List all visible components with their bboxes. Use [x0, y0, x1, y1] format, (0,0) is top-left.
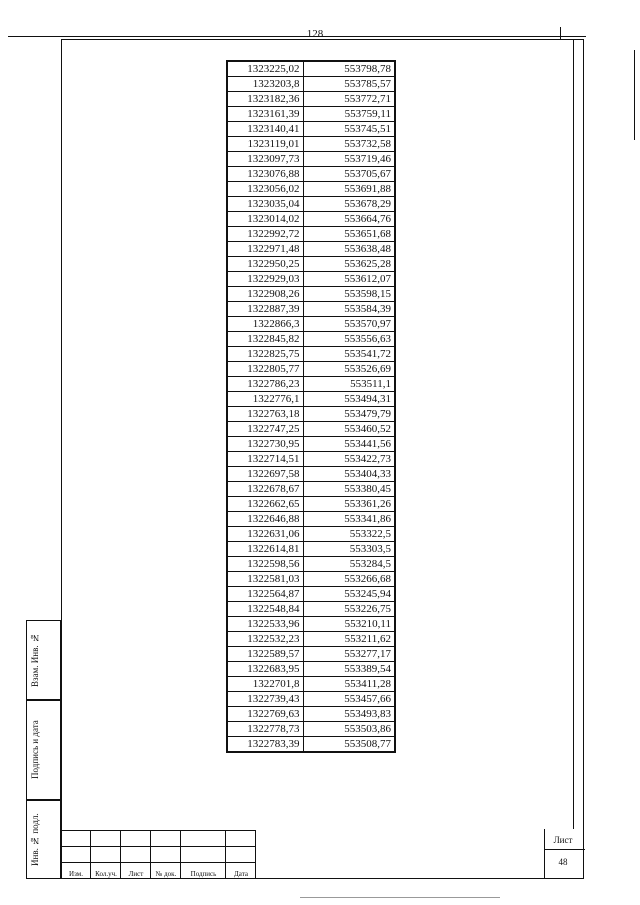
table-row [227, 692, 395, 707]
side-label-inv-orig: Инв. № подл. [30, 813, 40, 866]
y-coordinate-cell: 553479,79 [303, 407, 395, 422]
y-coordinate-cell: 553494,31 [303, 392, 395, 407]
top-right-tick [560, 27, 561, 39]
y-coordinate-cell: 553570,97 [303, 317, 395, 332]
x-coordinate-cell: 1323035,04 [227, 197, 303, 212]
y-coordinate-cell: 553785,57 [303, 77, 395, 92]
table-row [227, 722, 395, 737]
x-coordinate-cell: 1323182,36 [227, 92, 303, 107]
table-row [227, 152, 395, 167]
y-coordinate-cell: 553638,48 [303, 242, 395, 257]
table-row [227, 61, 395, 77]
table-row [227, 512, 395, 527]
y-coordinate-cell: 553556,63 [303, 332, 395, 347]
table-row [227, 212, 395, 227]
x-coordinate-cell: 1323203,8 [227, 77, 303, 92]
x-coordinate-cell: 1322845,82 [227, 332, 303, 347]
y-coordinate-cell: 553745,51 [303, 122, 395, 137]
table-row [227, 242, 395, 257]
x-coordinate-cell: 1322866,3 [227, 317, 303, 332]
table-row [227, 182, 395, 197]
x-coordinate-cell: 1322778,73 [227, 722, 303, 737]
table-row [227, 347, 395, 362]
x-coordinate-cell: 1322786,23 [227, 377, 303, 392]
x-coordinate-cell: 1322646,88 [227, 512, 303, 527]
page-number: 128 [306, 28, 324, 40]
x-coordinate-cell: 1322631,06 [227, 527, 303, 542]
y-coordinate-cell: 553493,83 [303, 707, 395, 722]
table-row [227, 227, 395, 242]
y-coordinate-cell: 553798,78 [303, 61, 395, 77]
y-coordinate-cell: 553460,52 [303, 422, 395, 437]
x-coordinate-cell: 1322598,56 [227, 557, 303, 572]
table-row [227, 557, 395, 572]
table-row [227, 632, 395, 647]
sheet-number: 48 [558, 857, 568, 867]
y-coordinate-cell: 553341,86 [303, 512, 395, 527]
x-coordinate-cell: 1322908,26 [227, 287, 303, 302]
table-row [227, 287, 395, 302]
y-coordinate-cell: 553541,72 [303, 347, 395, 362]
x-coordinate-cell: 1322683,95 [227, 662, 303, 677]
x-coordinate-cell: 1322783,39 [227, 737, 303, 753]
x-coordinate-cell: 1323076,88 [227, 167, 303, 182]
y-coordinate-cell: 553732,58 [303, 137, 395, 152]
x-coordinate-cell: 1322701,8 [227, 677, 303, 692]
y-coordinate-cell: 553598,15 [303, 287, 395, 302]
table-row [227, 77, 395, 92]
y-coordinate-cell: 553210,11 [303, 617, 395, 632]
x-coordinate-cell: 1322992,72 [227, 227, 303, 242]
table-row [227, 542, 395, 557]
table-row [227, 677, 395, 692]
bottom-edge-mark [300, 897, 500, 898]
y-coordinate-cell: 553404,33 [303, 467, 395, 482]
stamp-col-doc: № док. [155, 870, 177, 878]
side-label-sign-date: Подпись и дата [30, 720, 40, 780]
x-coordinate-cell: 1322825,75 [227, 347, 303, 362]
x-coordinate-cell: 1323161,39 [227, 107, 303, 122]
x-coordinate-cell: 1322776,1 [227, 392, 303, 407]
sheet-label: Лист [553, 835, 573, 845]
y-coordinate-cell: 553664,76 [303, 212, 395, 227]
table-row [227, 167, 395, 182]
title-block [61, 830, 573, 879]
x-coordinate-cell: 1322662,65 [227, 497, 303, 512]
y-coordinate-cell: 553277,17 [303, 647, 395, 662]
table-row [227, 437, 395, 452]
y-coordinate-cell: 553422,73 [303, 452, 395, 467]
x-coordinate-cell: 1322747,25 [227, 422, 303, 437]
table-row [227, 617, 395, 632]
y-coordinate-cell: 553705,67 [303, 167, 395, 182]
table-row [227, 497, 395, 512]
table-row [227, 362, 395, 377]
x-coordinate-cell: 1323014,02 [227, 212, 303, 227]
x-coordinate-cell: 1322532,23 [227, 632, 303, 647]
y-coordinate-cell: 553441,56 [303, 437, 395, 452]
x-coordinate-cell: 1322730,95 [227, 437, 303, 452]
table-row [227, 257, 395, 272]
side-label-replace-inv: Взам. Инв. № [30, 633, 40, 687]
table-row [227, 197, 395, 212]
x-coordinate-cell: 1322769,63 [227, 707, 303, 722]
y-coordinate-cell: 553678,29 [303, 197, 395, 212]
x-coordinate-cell: 1323097,73 [227, 152, 303, 167]
x-coordinate-cell: 1322678,67 [227, 482, 303, 497]
y-coordinate-cell: 553691,88 [303, 182, 395, 197]
y-coordinate-cell: 553719,46 [303, 152, 395, 167]
stamp-col-signature: Подпись [190, 870, 217, 878]
y-coordinate-cell: 553303,5 [303, 542, 395, 557]
y-coordinate-cell: 553503,86 [303, 722, 395, 737]
x-coordinate-cell: 1322564,87 [227, 587, 303, 602]
y-coordinate-cell: 553508,77 [303, 737, 395, 753]
y-coordinate-cell: 553411,28 [303, 677, 395, 692]
y-coordinate-cell: 553772,71 [303, 92, 395, 107]
coordinates-table [226, 60, 396, 753]
table-row [227, 377, 395, 392]
x-coordinate-cell: 1322950,25 [227, 257, 303, 272]
y-coordinate-cell: 553625,28 [303, 257, 395, 272]
x-coordinate-cell: 1322887,39 [227, 302, 303, 317]
table-row [227, 137, 395, 152]
table-row [227, 392, 395, 407]
table-row [227, 647, 395, 662]
sheet-number-box [544, 829, 584, 879]
table-row [227, 122, 395, 137]
frame-right-margin [573, 39, 584, 829]
x-coordinate-cell: 1323056,02 [227, 182, 303, 197]
x-coordinate-cell: 1323119,01 [227, 137, 303, 152]
table-row [227, 467, 395, 482]
y-coordinate-cell: 553226,75 [303, 602, 395, 617]
y-coordinate-cell: 553322,5 [303, 527, 395, 542]
y-coordinate-cell: 553284,5 [303, 557, 395, 572]
x-coordinate-cell: 1322589,57 [227, 647, 303, 662]
x-coordinate-cell: 1322929,03 [227, 272, 303, 287]
y-coordinate-cell: 553245,94 [303, 587, 395, 602]
stamp-col-count: Кол.уч. [95, 870, 117, 878]
x-coordinate-cell: 1322548,84 [227, 602, 303, 617]
x-coordinate-cell: 1322971,48 [227, 242, 303, 257]
table-row [227, 587, 395, 602]
table-row [227, 107, 395, 122]
y-coordinate-cell: 553266,68 [303, 572, 395, 587]
x-coordinate-cell: 1322805,77 [227, 362, 303, 377]
x-coordinate-cell: 1322533,96 [227, 617, 303, 632]
stamp-col-sheet: Лист [128, 870, 144, 878]
stamp-col-change: Изм. [69, 870, 83, 878]
stamp-col-date: Дата [234, 870, 248, 878]
y-coordinate-cell: 553511,1 [303, 377, 395, 392]
y-coordinate-cell: 553457,66 [303, 692, 395, 707]
table-row [227, 92, 395, 107]
x-coordinate-cell: 1323225,02 [227, 61, 303, 77]
table-row [227, 332, 395, 347]
x-coordinate-cell: 1322581,03 [227, 572, 303, 587]
table-row [227, 422, 395, 437]
y-coordinate-cell: 553361,26 [303, 497, 395, 512]
top-rule [8, 36, 586, 37]
y-coordinate-cell: 553389,54 [303, 662, 395, 677]
table-row [227, 707, 395, 722]
y-coordinate-cell: 553526,69 [303, 362, 395, 377]
y-coordinate-cell: 553584,39 [303, 302, 395, 317]
x-coordinate-cell: 1322714,51 [227, 452, 303, 467]
table-row [227, 407, 395, 422]
x-coordinate-cell: 1322739,43 [227, 692, 303, 707]
y-coordinate-cell: 553759,11 [303, 107, 395, 122]
table-row [227, 272, 395, 287]
table-row [227, 527, 395, 542]
y-coordinate-cell: 553211,62 [303, 632, 395, 647]
x-coordinate-cell: 1322614,81 [227, 542, 303, 557]
table-row [227, 572, 395, 587]
right-edge-mark [634, 50, 635, 140]
x-coordinate-cell: 1323140,41 [227, 122, 303, 137]
table-row [227, 602, 395, 617]
y-coordinate-cell: 553380,45 [303, 482, 395, 497]
x-coordinate-cell: 1322763,18 [227, 407, 303, 422]
table-row [227, 662, 395, 677]
x-coordinate-cell: 1322697,58 [227, 467, 303, 482]
table-row [227, 452, 395, 467]
y-coordinate-cell: 553612,07 [303, 272, 395, 287]
table-row [227, 302, 395, 317]
table-row [227, 737, 395, 753]
table-row [227, 317, 395, 332]
y-coordinate-cell: 553651,68 [303, 227, 395, 242]
table-row [227, 482, 395, 497]
